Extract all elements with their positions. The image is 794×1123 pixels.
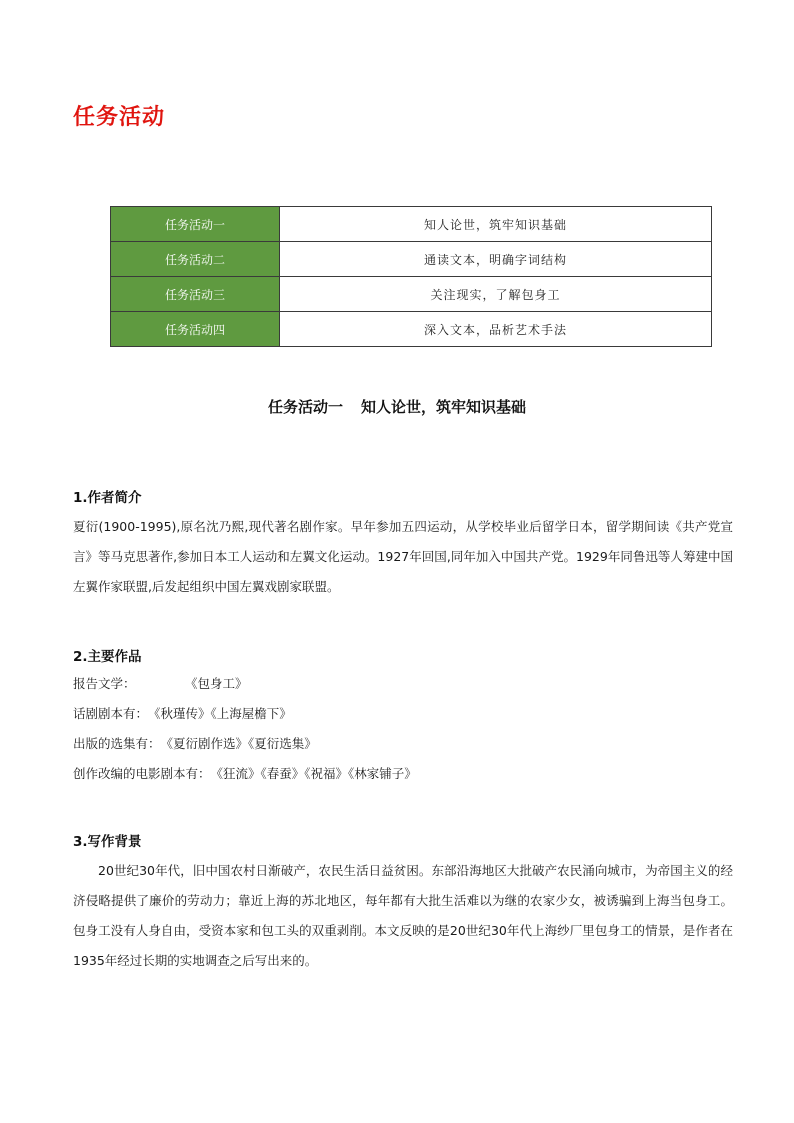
table-row bbox=[111, 312, 712, 347]
table-row bbox=[111, 277, 712, 312]
task-value: 通读文本，明确字词结构 bbox=[280, 242, 712, 277]
work-key: 创作改编的电影剧本有： bbox=[73, 766, 211, 781]
list-item bbox=[73, 759, 733, 789]
list-item bbox=[73, 729, 733, 759]
list-item bbox=[73, 699, 733, 729]
work-value: 《夏衍剧作选》《夏衍选集》 bbox=[160, 736, 317, 751]
works-heading: 2.主要作品 bbox=[73, 649, 142, 665]
task-label: 任务活动一 bbox=[111, 207, 280, 242]
task-label: 任务活动四 bbox=[111, 312, 280, 347]
work-value: 《狂流》《春蚕》《祝福》《林家铺子》 bbox=[210, 766, 417, 781]
background-text: 20世纪30年代，旧中国农村日渐破产，农民生活日益贫困。东部沿海地区大批破产农民涌向城市，为帝国主义的经济侵略提供了廉价的劳动力；靠近上海的苏北地区，每年都有大批生活难以为继的农家少女，被诱骗到上海当包身工。包身工没有人身自由，受资本家和包工头的双重剥削。本文反映的是20世纪30年代上海纱厂里包身工的情景，是作者在1935年经过长期的实地调查之后写出来的。 bbox=[73, 863, 733, 968]
section-subtitle: 知人论世，筑牢知识基础 bbox=[361, 398, 527, 416]
task-table bbox=[110, 206, 712, 347]
background-section bbox=[73, 830, 733, 976]
task-label: 任务活动二 bbox=[111, 242, 280, 277]
work-key: 报告文学： bbox=[73, 676, 136, 691]
works-section bbox=[73, 645, 733, 789]
work-value: 《秋瑾传》《上海屋檐下》 bbox=[148, 706, 292, 721]
list-item bbox=[73, 669, 733, 699]
author-text: 夏衍(1900-1995),原名沈乃熙,现代著名剧作家。早年参加五四运动，从学校毕业后留学日本，留学期间读《共产党宣言》等马克思著作,参加日本工人运动和左翼文化运动。1927年回国,同年加入中国共产党。1929年同鲁迅等人筹建中国左翼作家联盟,后发起组织中国左翼戏剧家联盟。 bbox=[73, 519, 733, 594]
section-heading bbox=[0, 396, 794, 417]
task-label: 任务活动三 bbox=[111, 277, 280, 312]
work-value: 《包身工》 bbox=[185, 676, 248, 691]
task-value: 关注现实，了解包身工 bbox=[280, 277, 712, 312]
page-title: 任务活动 bbox=[73, 105, 166, 130]
background-heading: 3.写作背景 bbox=[73, 834, 142, 850]
task-value: 深入文本，品析艺术手法 bbox=[280, 312, 712, 347]
table-row bbox=[111, 242, 712, 277]
section-name: 任务活动一 bbox=[267, 398, 343, 416]
author-section bbox=[73, 486, 733, 602]
work-key: 出版的选集有： bbox=[73, 736, 161, 751]
author-heading: 1.作者简介 bbox=[73, 490, 142, 506]
table-row bbox=[111, 207, 712, 242]
work-key: 话剧剧本有： bbox=[73, 706, 149, 721]
task-value: 知人论世，筑牢知识基础 bbox=[280, 207, 712, 242]
